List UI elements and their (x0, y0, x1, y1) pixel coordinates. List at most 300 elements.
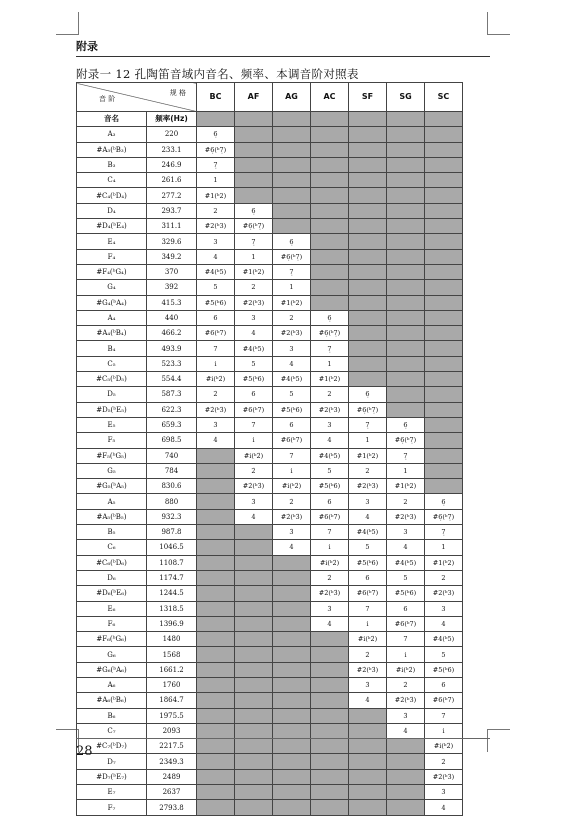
scale-degree-cell: #i(ᵇ2̇) (235, 448, 273, 463)
scale-degree-cell: #1(ᵇ2) (197, 188, 235, 203)
note-name-cell: G₆ (77, 647, 147, 662)
column-header: SG (387, 83, 425, 112)
shaded-cell (311, 754, 349, 769)
shaded-cell (425, 433, 463, 448)
shaded-cell (425, 127, 463, 142)
table-row (77, 570, 463, 585)
note-name-cell: #A₃(ᵇB₃) (77, 142, 147, 157)
shaded-cell (387, 341, 425, 356)
shaded-cell (425, 142, 463, 157)
frequency-cell: 622.3 (147, 402, 197, 417)
frequency-cell: 246.9 (147, 157, 197, 172)
shaded-cell (311, 785, 349, 800)
table-row (77, 754, 463, 769)
scale-degree-cell: 3 (273, 341, 311, 356)
shaded-cell (273, 677, 311, 692)
shaded-cell (197, 662, 235, 677)
shaded-cell (349, 234, 387, 249)
scale-degree-cell: #6̣(ᵇ7̣) (197, 142, 235, 157)
shaded-cell (387, 785, 425, 800)
scale-degree-cell: #2̇(ᵇ3̇) (273, 509, 311, 524)
note-name-cell: A₆ (77, 677, 147, 692)
frequency-cell: 311.1 (147, 219, 197, 234)
shaded-cell (425, 326, 463, 341)
table-row (77, 800, 463, 815)
shaded-cell (425, 280, 463, 295)
shaded-cell (235, 555, 273, 570)
frequency-cell: 1864.7 (147, 693, 197, 708)
scale-degree-cell: #i(ᵇ2̇) (197, 372, 235, 387)
shaded-cell (425, 295, 463, 310)
table-row (77, 356, 463, 371)
scale-degree-cell: #5(ᵇ6) (349, 555, 387, 570)
scale-degree-cell: 3̇ (197, 417, 235, 432)
column-header: AC (311, 83, 349, 112)
table-row (77, 219, 463, 234)
note-name-cell: G₅ (77, 463, 147, 478)
scale-degree-cell: #4(ᵇ5) (273, 372, 311, 387)
scale-degree-cell: #2̇(ᵇ3̇) (197, 402, 235, 417)
shaded-cell (349, 754, 387, 769)
shaded-cell (425, 112, 463, 127)
frequency-cell: 1975.5 (147, 708, 197, 723)
shaded-cell (197, 723, 235, 738)
frequency-cell: 523.3 (147, 356, 197, 371)
shaded-cell (387, 112, 425, 127)
shaded-cell (235, 188, 273, 203)
shaded-cell (235, 586, 273, 601)
sub-header-note-name: 音名 (77, 112, 147, 127)
table-title: 附录一 12 孔陶笛音域内音名、频率、本调音阶对照表 (76, 67, 359, 81)
scale-degree-cell: #i(ᵇ2̇) (273, 479, 311, 494)
scale-degree-cell: 4 (235, 326, 273, 341)
scale-degree-cell: #2(ᵇ3) (349, 479, 387, 494)
scale-degree-cell: i (273, 463, 311, 478)
shaded-cell (197, 632, 235, 647)
table-row (77, 723, 463, 738)
frequency-cell: 1046.5 (147, 540, 197, 555)
shaded-cell (197, 509, 235, 524)
shaded-cell (235, 525, 273, 540)
scale-degree-cell: 4̇ (197, 433, 235, 448)
scale-degree-cell: #6(ᵇ7) (349, 586, 387, 601)
shaded-cell (273, 662, 311, 677)
note-name-cell: F₆ (77, 616, 147, 631)
shaded-cell (197, 785, 235, 800)
frequency-cell: 2489 (147, 769, 197, 784)
shaded-cell (349, 310, 387, 325)
shaded-cell (387, 326, 425, 341)
shaded-cell (349, 341, 387, 356)
scale-degree-cell: 3̇ (425, 785, 463, 800)
shaded-cell (349, 739, 387, 754)
table-row (77, 525, 463, 540)
shaded-cell (235, 708, 273, 723)
shaded-cell (197, 739, 235, 754)
shaded-cell (197, 463, 235, 478)
scale-degree-cell: 4 (425, 616, 463, 631)
scale-degree-cell: #2(ᵇ3) (425, 586, 463, 601)
scale-degree-cell: 6 (197, 310, 235, 325)
scale-degree-cell: 6̣ (387, 417, 425, 432)
table-row (77, 173, 463, 188)
note-name-cell: C₄ (77, 173, 147, 188)
shaded-cell (235, 540, 273, 555)
scale-degree-cell: 7̣ (197, 157, 235, 172)
scale-degree-cell: 1 (349, 433, 387, 448)
scale-degree-cell: 4̇ (387, 723, 425, 738)
shaded-cell (273, 203, 311, 218)
scale-degree-cell: 3 (387, 525, 425, 540)
shaded-cell (387, 356, 425, 371)
shaded-cell (197, 708, 235, 723)
frequency-cell: 740 (147, 448, 197, 463)
shaded-cell (273, 601, 311, 616)
frequency-cell: 2217.5 (147, 739, 197, 754)
shaded-cell (387, 754, 425, 769)
scale-degree-cell: 7 (349, 601, 387, 616)
shaded-cell (197, 601, 235, 616)
table-row (77, 739, 463, 754)
note-name-cell: D₆ (77, 570, 147, 585)
scale-degree-cell: 7̣ (311, 341, 349, 356)
shaded-cell (197, 555, 235, 570)
shaded-cell (197, 112, 235, 127)
note-name-cell: #D₄(ᵇE₄) (77, 219, 147, 234)
scale-degree-cell: 7̣ (273, 264, 311, 279)
table-body (77, 127, 463, 815)
shaded-cell (311, 203, 349, 218)
scale-degree-cell: #6̣(ᵇ7̣) (387, 433, 425, 448)
shaded-cell (273, 723, 311, 738)
scale-degree-cell: #4(ᵇ5) (197, 264, 235, 279)
shaded-cell (197, 479, 235, 494)
shaded-cell (387, 372, 425, 387)
scale-degree-cell: #1(ᵇ2) (273, 295, 311, 310)
table-row (77, 142, 463, 157)
shaded-cell (311, 708, 349, 723)
note-name-cell: #A₄(ᵇB₄) (77, 326, 147, 341)
scale-degree-cell: 6 (273, 417, 311, 432)
shaded-cell (235, 693, 273, 708)
shaded-cell (273, 632, 311, 647)
running-header: 附录 (76, 40, 98, 53)
shaded-cell (197, 570, 235, 585)
scale-degree-cell: i (311, 540, 349, 555)
shaded-cell (273, 188, 311, 203)
scale-degree-cell: 5 (425, 647, 463, 662)
column-header: SF (349, 83, 387, 112)
frequency-cell: 2093 (147, 723, 197, 738)
note-name-cell: A₄ (77, 310, 147, 325)
column-header: SC (425, 83, 463, 112)
column-header: AG (273, 83, 311, 112)
note-name-cell: C₇ (77, 723, 147, 738)
frequency-cell: 349.2 (147, 249, 197, 264)
note-name-cell: #A₅(ᵇB₅) (77, 509, 147, 524)
shaded-cell (273, 127, 311, 142)
table-row (77, 157, 463, 172)
frequency-cell: 830.6 (147, 479, 197, 494)
shaded-cell (273, 157, 311, 172)
scale-degree-cell: #1(ᵇ2) (311, 372, 349, 387)
scale-degree-cell: 2 (197, 203, 235, 218)
shaded-cell (273, 142, 311, 157)
scale-degree-cell: 6̣ (311, 310, 349, 325)
shaded-cell (273, 769, 311, 784)
table-row (77, 540, 463, 555)
crop-mark-bottom-right (487, 729, 510, 752)
scale-degree-cell: 2̇ (273, 494, 311, 509)
table-row (77, 249, 463, 264)
ocarina-pitch-table (76, 82, 463, 816)
note-name-cell: #C₅(ᵇD₅) (77, 372, 147, 387)
table-row (77, 494, 463, 509)
scale-degree-cell: i (425, 723, 463, 738)
frequency-cell: 1244.5 (147, 586, 197, 601)
shaded-cell (425, 203, 463, 218)
shaded-cell (349, 723, 387, 738)
shaded-cell (311, 632, 349, 647)
scale-degree-cell: 3 (197, 234, 235, 249)
frequency-cell: 987.8 (147, 525, 197, 540)
frequency-cell: 880 (147, 494, 197, 509)
scale-degree-cell: #1(ᵇ2) (349, 448, 387, 463)
note-name-cell: #F₅(ᵇG₅) (77, 448, 147, 463)
note-name-cell: A₃ (77, 127, 147, 142)
shaded-cell (349, 203, 387, 218)
shaded-cell (349, 800, 387, 815)
note-name-cell: E₄ (77, 234, 147, 249)
corner-header-cell (77, 83, 197, 112)
scale-degree-cell: #4(ᵇ5) (235, 341, 273, 356)
table-row (77, 127, 463, 142)
scale-degree-cell: #4(ᵇ5) (387, 555, 425, 570)
table-row (77, 433, 463, 448)
shaded-cell (387, 280, 425, 295)
scale-degree-cell: 2 (311, 387, 349, 402)
table-row (77, 463, 463, 478)
scale-degree-cell: 1 (197, 173, 235, 188)
shaded-cell (311, 295, 349, 310)
frequency-cell: 2349.3 (147, 754, 197, 769)
crop-mark-top-left (56, 12, 79, 35)
note-name-cell: F₅ (77, 433, 147, 448)
note-name-cell: E₆ (77, 601, 147, 616)
frequency-cell: 293.7 (147, 203, 197, 218)
shaded-cell (273, 570, 311, 585)
shaded-cell (311, 219, 349, 234)
shaded-cell (235, 616, 273, 631)
scale-degree-cell: 7 (235, 417, 273, 432)
scale-degree-cell: 7̣ (235, 234, 273, 249)
scale-degree-cell: 5 (235, 356, 273, 371)
scale-degree-cell: 6̣ (273, 234, 311, 249)
table-row (77, 632, 463, 647)
scale-degree-cell: #6(ᵇ7) (311, 509, 349, 524)
scale-degree-cell: i (235, 433, 273, 448)
shaded-cell (273, 785, 311, 800)
scale-degree-cell: #4(ᵇ5) (425, 632, 463, 647)
table-row (77, 234, 463, 249)
scale-degree-cell: #6̣(ᵇ7̣) (235, 219, 273, 234)
table-row (77, 693, 463, 708)
scale-degree-cell: #5(ᵇ6) (387, 586, 425, 601)
shaded-cell (273, 754, 311, 769)
shaded-cell (425, 219, 463, 234)
shaded-cell (197, 693, 235, 708)
scale-degree-cell: #6̣(ᵇ7̣) (311, 326, 349, 341)
shaded-cell (311, 769, 349, 784)
note-name-cell: A₅ (77, 494, 147, 509)
note-name-cell: E₅ (77, 417, 147, 432)
scale-degree-cell: #i(ᵇ2̇) (425, 739, 463, 754)
note-name-cell: #D₅(ᵇE₅) (77, 402, 147, 417)
shaded-cell (235, 632, 273, 647)
note-name-cell: #D₇(ᵇE₇) (77, 769, 147, 784)
scale-degree-cell: 3 (425, 601, 463, 616)
shaded-cell (387, 188, 425, 203)
shaded-cell (387, 127, 425, 142)
scale-degree-cell: 6 (349, 570, 387, 585)
note-name-cell: D₇ (77, 754, 147, 769)
crop-mark-top-right (487, 12, 510, 35)
corner-label-spec: 规 格 (169, 89, 186, 97)
shaded-cell (235, 785, 273, 800)
scale-degree-cell: 4 (349, 509, 387, 524)
note-name-cell: E₇ (77, 785, 147, 800)
shaded-cell (349, 188, 387, 203)
table-row (77, 372, 463, 387)
scale-degree-cell: 5 (349, 540, 387, 555)
shaded-cell (235, 601, 273, 616)
note-name-cell: F₄ (77, 249, 147, 264)
table-row (77, 417, 463, 432)
scale-degree-cell: 1 (235, 249, 273, 264)
shaded-cell (425, 448, 463, 463)
shaded-cell (235, 754, 273, 769)
table-row (77, 310, 463, 325)
note-name-cell: B₆ (77, 708, 147, 723)
scale-degree-cell: 3̇ (311, 601, 349, 616)
scale-degree-cell: #i(ᵇ2̇) (387, 662, 425, 677)
frequency-cell: 1760 (147, 677, 197, 692)
shaded-cell (273, 693, 311, 708)
shaded-cell (387, 402, 425, 417)
shaded-cell (387, 295, 425, 310)
frequency-cell: 554.4 (147, 372, 197, 387)
shaded-cell (197, 754, 235, 769)
scale-degree-cell: #6(ᵇ7) (197, 326, 235, 341)
sub-header-frequency: 频率(Hz) (147, 112, 197, 127)
shaded-cell (311, 142, 349, 157)
shaded-cell (273, 616, 311, 631)
table-row (77, 295, 463, 310)
scale-degree-cell: 7̣ (387, 448, 425, 463)
scale-degree-cell: 3̇ (235, 494, 273, 509)
table-row (77, 280, 463, 295)
header-rule (76, 56, 490, 57)
shaded-cell (387, 219, 425, 234)
frequency-cell: 392 (147, 280, 197, 295)
scale-degree-cell: #2(ᵇ3) (235, 295, 273, 310)
scale-degree-cell: 6̣ (197, 127, 235, 142)
scale-degree-cell: 1 (311, 356, 349, 371)
scale-degree-cell: 6̣ (235, 203, 273, 218)
frequency-cell: 261.6 (147, 173, 197, 188)
shaded-cell (425, 356, 463, 371)
scale-degree-cell: i (387, 647, 425, 662)
frequency-cell: 329.6 (147, 234, 197, 249)
shaded-cell (387, 769, 425, 784)
shaded-cell (273, 586, 311, 601)
corner-label-scale: 音 阶 (99, 95, 116, 103)
shaded-cell (273, 555, 311, 570)
frequency-cell: 415.3 (147, 295, 197, 310)
scale-degree-cell: 2 (273, 310, 311, 325)
table-row (77, 586, 463, 601)
shaded-cell (425, 372, 463, 387)
shaded-cell (197, 677, 235, 692)
shaded-cell (311, 188, 349, 203)
scale-degree-cell: #2̇(ᵇ3̇) (425, 769, 463, 784)
shaded-cell (311, 693, 349, 708)
table-row (77, 264, 463, 279)
shaded-cell (349, 142, 387, 157)
scale-degree-cell: 4 (311, 433, 349, 448)
shaded-cell (273, 739, 311, 754)
scale-degree-cell: 3 (349, 494, 387, 509)
scale-degree-cell: 5 (197, 280, 235, 295)
scale-degree-cell: i (349, 616, 387, 631)
frequency-cell: 587.3 (147, 387, 197, 402)
scale-degree-cell: 6 (235, 387, 273, 402)
shaded-cell (235, 800, 273, 815)
shaded-cell (235, 142, 273, 157)
scale-degree-cell: 2̇ (235, 463, 273, 478)
scale-degree-cell: #2(ᵇ3) (273, 326, 311, 341)
scale-degree-cell: 1 (425, 540, 463, 555)
table-row (77, 402, 463, 417)
scale-degree-cell: 1 (387, 463, 425, 478)
shaded-cell (425, 249, 463, 264)
shaded-cell (235, 157, 273, 172)
note-name-cell: #G₅(ᵇA₅) (77, 479, 147, 494)
note-name-cell: D₅ (77, 387, 147, 402)
table-row (77, 479, 463, 494)
scale-degree-cell: 6 (387, 601, 425, 616)
shaded-cell (273, 800, 311, 815)
table-row (77, 769, 463, 784)
shaded-cell (235, 647, 273, 662)
shaded-cell (425, 234, 463, 249)
scale-degree-cell: i (197, 356, 235, 371)
note-name-cell: #C₄(ᵇD₄) (77, 188, 147, 203)
table-row (77, 203, 463, 218)
scale-degree-cell: 3 (235, 310, 273, 325)
table-row (77, 387, 463, 402)
scale-degree-cell: 4̇ (425, 800, 463, 815)
scale-degree-cell: 7 (425, 708, 463, 723)
shaded-cell (273, 708, 311, 723)
scale-degree-cell: 7 (273, 448, 311, 463)
shaded-cell (349, 127, 387, 142)
note-name-cell: #G₆(ᵇA₆) (77, 662, 147, 677)
shaded-cell (387, 800, 425, 815)
frequency-cell: 1568 (147, 647, 197, 662)
scale-degree-cell: 3̇ (349, 677, 387, 692)
scale-degree-cell: 7 (311, 525, 349, 540)
